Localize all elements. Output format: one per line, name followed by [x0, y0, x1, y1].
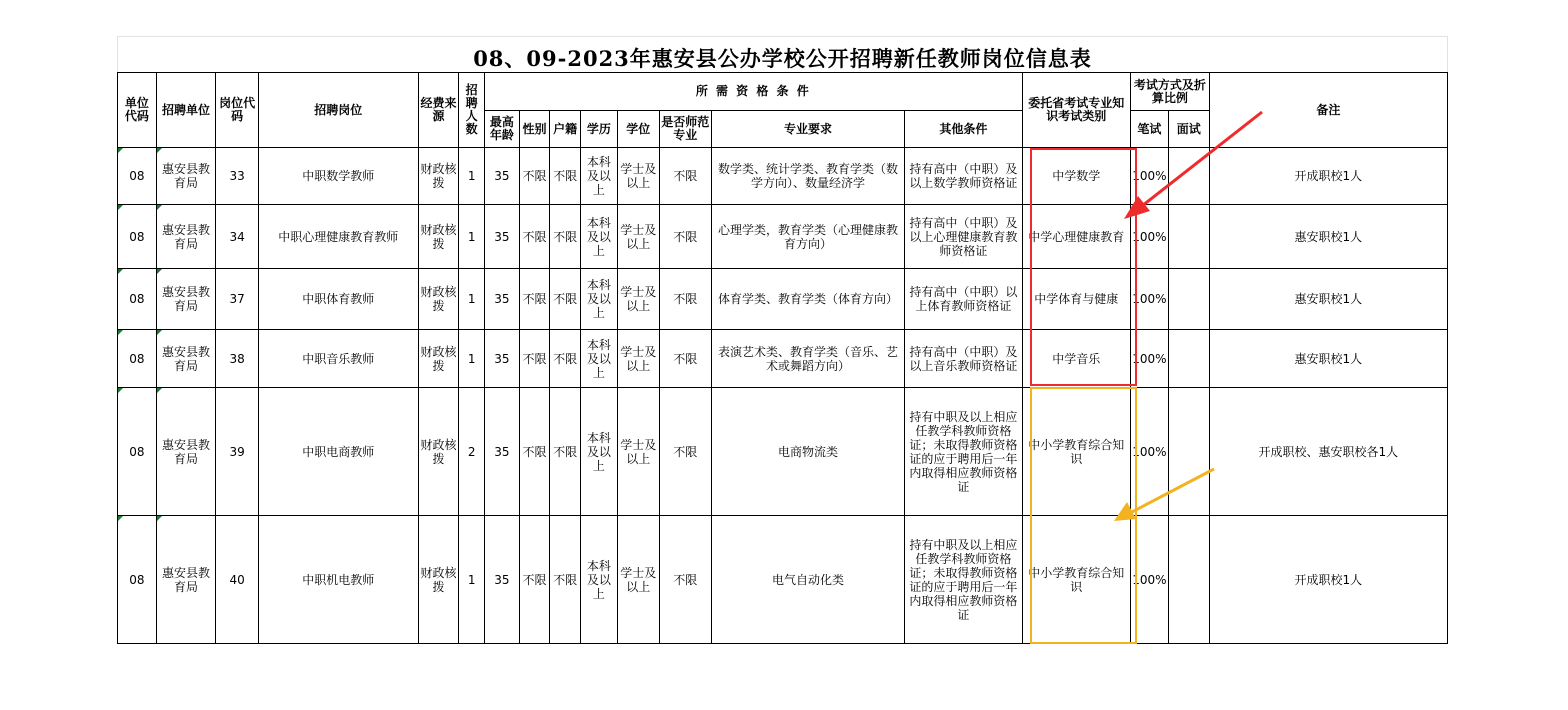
cell-post: 中职心理健康教育教师 — [259, 205, 418, 269]
cell-unit-code-text: 08 — [129, 572, 145, 587]
header-hukou: 户籍 — [550, 111, 581, 148]
cell-major: 电商物流类 — [711, 388, 904, 516]
cell-gender: 不限 — [519, 148, 550, 205]
header-degree: 学位 — [617, 111, 659, 148]
cell-count: 1 — [459, 148, 485, 205]
cell-funding: 财政核拨 — [418, 330, 459, 388]
cell-other: 持有中职及以上相应任教学科教师资格证；未取得教师资格证的应于聘用后一年内取得相应教师资格证 — [905, 516, 1023, 644]
cell-normal: 不限 — [659, 330, 711, 388]
cell-funding: 财政核拨 — [418, 148, 459, 205]
cell-exam-type: 中学体育与健康 — [1022, 269, 1130, 330]
cell-exam-type: 中学数学 — [1022, 148, 1130, 205]
cell-remark: 惠安职校1人 — [1209, 330, 1447, 388]
cell-age: 35 — [484, 516, 519, 644]
cell-unit-text: 惠安县教育局 — [161, 344, 210, 373]
cell-degree: 学士及以上 — [617, 516, 659, 644]
cell-unit-text: 惠安县教育局 — [161, 285, 210, 313]
cell-education: 本科及以上 — [581, 388, 618, 516]
cell-degree: 学士及以上 — [617, 205, 659, 269]
cell-gender: 不限 — [519, 205, 550, 269]
cell-education: 本科及以上 — [581, 269, 618, 330]
cell-written: 100% — [1130, 388, 1168, 516]
cell-degree: 学士及以上 — [617, 330, 659, 388]
cell-degree: 学士及以上 — [617, 388, 659, 516]
cell-major: 心理学类，教育学类（心理健康教育方向） — [711, 205, 904, 269]
cell-remark: 惠安职校1人 — [1209, 269, 1447, 330]
header-post-code: 岗位代码 — [216, 73, 259, 148]
cell-remark: 开成职校、惠安职校各1人 — [1209, 388, 1447, 516]
cell-count: 1 — [459, 330, 485, 388]
header-age: 最高年龄 — [484, 111, 519, 148]
cell-other: 持有高中（中职）及以上音乐教师资格证 — [905, 330, 1023, 388]
cell-count: 1 — [459, 205, 485, 269]
cell-normal: 不限 — [659, 148, 711, 205]
cell-normal: 不限 — [659, 205, 711, 269]
cell-major: 表演艺术类、教育学类（音乐、艺术或舞蹈方向） — [711, 330, 904, 388]
header-unit: 招聘单位 — [156, 73, 215, 148]
header-count: 招聘人数 — [459, 73, 485, 148]
cell-unit-text: 惠安县教育局 — [161, 222, 210, 251]
cell-unit-code-text: 08 — [129, 444, 145, 459]
cell-gender: 不限 — [519, 269, 550, 330]
cell-unit-code-text: 08 — [129, 229, 145, 244]
cell-degree: 学士及以上 — [617, 148, 659, 205]
cell-funding: 财政核拨 — [418, 269, 459, 330]
header-unit-code: 单位代码 — [118, 73, 157, 148]
header-exam-ratio: 考试方式及折算比例 — [1130, 73, 1209, 111]
cell-unit-text: 惠安县教育局 — [161, 565, 210, 594]
cell-funding: 财政核拨 — [418, 205, 459, 269]
cell-exam-type: 中小学教育综合知识 — [1022, 516, 1130, 644]
cell-remark: 开成职校1人 — [1209, 148, 1447, 205]
cell-post: 中职数学教师 — [259, 148, 418, 205]
cell-hukou: 不限 — [550, 516, 581, 644]
cell-remark: 开成职校1人 — [1209, 516, 1447, 644]
cell-hukou: 不限 — [550, 388, 581, 516]
cell-major: 电气自动化类 — [711, 516, 904, 644]
cell-normal: 不限 — [659, 516, 711, 644]
cell-count: 1 — [459, 516, 485, 644]
cell-written: 100% — [1130, 205, 1168, 269]
header-gender: 性别 — [519, 111, 550, 148]
cell-age: 35 — [484, 330, 519, 388]
cell-exam-type: 中小学教育综合知识 — [1022, 388, 1130, 516]
header-major: 专业要求 — [711, 111, 904, 148]
cell-age: 35 — [484, 148, 519, 205]
cell-education: 本科及以上 — [581, 148, 618, 205]
cell-post-code: 39 — [216, 388, 259, 516]
header-conditions: 所 需 资 格 条 件 — [484, 73, 1022, 111]
header-other: 其他条件 — [905, 111, 1023, 148]
cell-written: 100% — [1130, 516, 1168, 644]
cell-other: 持有中职及以上相应任教学科教师资格证；未取得教师资格证的应于聘用后一年内取得相应教师资格证 — [905, 388, 1023, 516]
cell-count: 1 — [459, 269, 485, 330]
cell-funding: 财政核拨 — [418, 516, 459, 644]
header-education: 学历 — [581, 111, 618, 148]
cell-age: 35 — [484, 269, 519, 330]
cell-education: 本科及以上 — [581, 330, 618, 388]
cell-normal: 不限 — [659, 388, 711, 516]
cell-post: 中职机电教师 — [259, 516, 418, 644]
cell-post: 中职音乐教师 — [259, 330, 418, 388]
cell-post-code: 38 — [216, 330, 259, 388]
cell-hukou: 不限 — [550, 148, 581, 205]
cell-other: 持有高中（中职）及以上心理健康教育教师资格证 — [905, 205, 1023, 269]
cell-remark: 惠安职校1人 — [1209, 205, 1447, 269]
cell-written: 100% — [1130, 269, 1168, 330]
cell-normal: 不限 — [659, 269, 711, 330]
cell-count: 2 — [459, 388, 485, 516]
cell-hukou: 不限 — [550, 269, 581, 330]
cell-hukou: 不限 — [550, 205, 581, 269]
header-normal: 是否师范专业 — [659, 111, 711, 148]
header-exam-type: 委托省考试专业知识考试类别 — [1022, 73, 1130, 148]
cell-gender: 不限 — [519, 388, 550, 516]
cell-post: 中职电商教师 — [259, 388, 418, 516]
cell-post-code: 37 — [216, 269, 259, 330]
cell-post-code: 40 — [216, 516, 259, 644]
header-interview: 面试 — [1168, 111, 1209, 148]
cell-education: 本科及以上 — [581, 516, 618, 644]
cell-exam-type: 中学心理健康教育 — [1022, 205, 1130, 269]
cell-post-code: 34 — [216, 205, 259, 269]
table-title: 08、09-2023年惠安县公办学校公开招聘新任教师岗位信息表 — [473, 46, 1092, 71]
cell-unit-code-text: 08 — [129, 169, 145, 183]
cell-written: 100% — [1130, 330, 1168, 388]
header-written: 笔试 — [1130, 111, 1168, 148]
cell-unit-text: 惠安县教育局 — [161, 437, 210, 466]
cell-unit-text: 惠安县教育局 — [161, 162, 210, 190]
cell-education: 本科及以上 — [581, 205, 618, 269]
cell-hukou: 不限 — [550, 330, 581, 388]
cell-other: 持有高中（中职）以上体育教师资格证 — [905, 269, 1023, 330]
cell-major: 体育学类、教育学类（体育方向） — [711, 269, 904, 330]
cell-gender: 不限 — [519, 516, 550, 644]
header-remark: 备注 — [1209, 73, 1447, 148]
cell-other: 持有高中（中职）及以上数学教师资格证 — [905, 148, 1023, 205]
orange-arrow-icon — [1114, 469, 1214, 521]
cell-unit-code-text: 08 — [129, 351, 145, 366]
red-arrow-icon — [1124, 112, 1262, 219]
cell-degree: 学士及以上 — [617, 269, 659, 330]
cell-age: 35 — [484, 205, 519, 269]
header-funding: 经费来源 — [418, 73, 459, 148]
cell-written: 100% — [1130, 148, 1168, 205]
cell-post-code: 33 — [216, 148, 259, 205]
cell-exam-type: 中学音乐 — [1022, 330, 1130, 388]
cell-unit-code-text: 08 — [129, 292, 145, 306]
cell-gender: 不限 — [519, 330, 550, 388]
cell-funding: 财政核拨 — [418, 388, 459, 516]
header-post: 招聘岗位 — [259, 73, 418, 148]
cell-major: 数学类、统计学类、教育学类（数学方向）、数量经济学 — [711, 148, 904, 205]
cell-post: 中职体育教师 — [259, 269, 418, 330]
cell-age: 35 — [484, 388, 519, 516]
